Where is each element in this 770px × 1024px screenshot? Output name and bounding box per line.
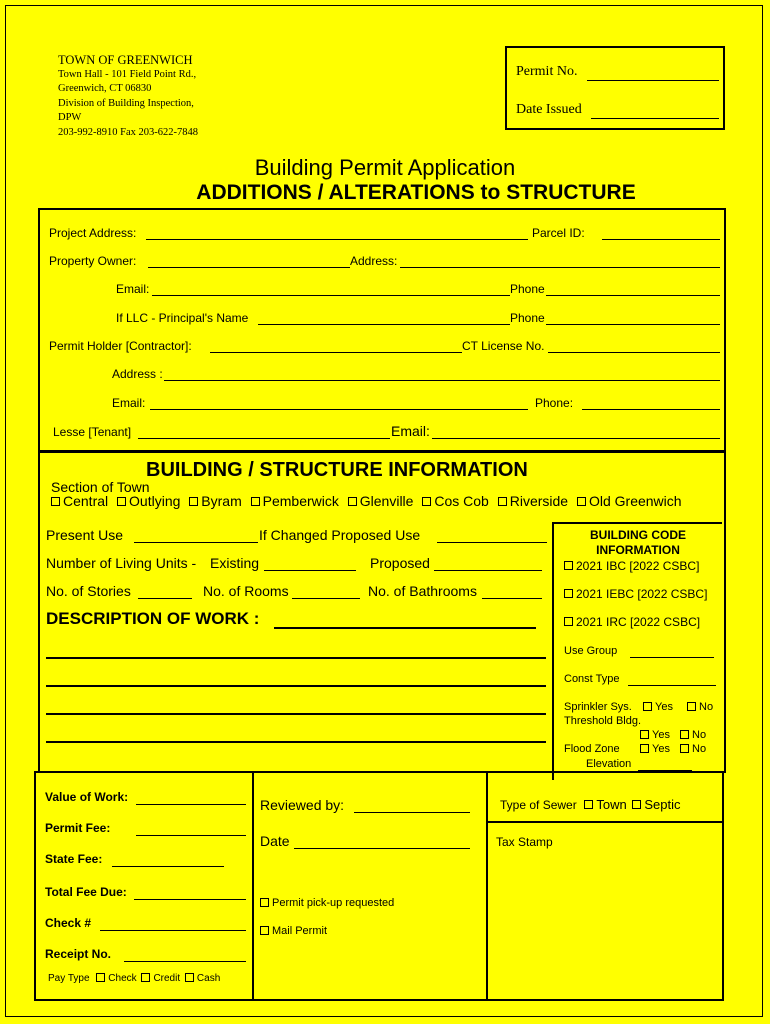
llc-principal-label: If LLC - Principal's Name: [116, 311, 249, 325]
contractor-email-label: Email:: [112, 396, 146, 410]
stories-label: No. of Stories: [46, 583, 131, 599]
checkbox[interactable]: [680, 730, 689, 739]
project-address-field[interactable]: [146, 239, 528, 240]
rooms-label: No. of Rooms: [203, 583, 289, 599]
iebc-option[interactable]: 2021 IEBC [2022 CSBC]: [564, 587, 707, 601]
checkbox[interactable]: [564, 589, 573, 598]
permit-fee-label: Permit Fee:: [45, 821, 111, 835]
parcel-id-field[interactable]: [602, 239, 720, 240]
checkbox[interactable]: [251, 497, 260, 506]
pay-cash-option[interactable]: Cash: [185, 973, 220, 984]
llc-phone-label: Phone: [510, 311, 545, 325]
building-heading: BUILDING / STRUCTURE INFORMATION: [146, 459, 528, 481]
project-section: [38, 208, 726, 452]
receipt-label: Receipt No.: [45, 947, 112, 961]
phone-fax: 203-992-8910 Fax 203-622-7848: [58, 126, 198, 138]
existing-label: Existing: [210, 555, 260, 571]
checkbox[interactable]: [632, 800, 641, 809]
section-option-glenville[interactable]: Glenville: [348, 493, 414, 509]
description-field-line[interactable]: [46, 713, 546, 715]
sewer-row: [500, 797, 680, 812]
checkbox[interactable]: [51, 497, 60, 506]
proposed-use-field[interactable]: [437, 542, 547, 543]
pickup-option[interactable]: Permit pick-up requested: [260, 897, 394, 909]
pay-check-option[interactable]: Check: [96, 973, 136, 984]
checkbox[interactable]: [422, 497, 431, 506]
property-owner-field[interactable]: [148, 267, 350, 268]
flood-no[interactable]: No: [680, 743, 706, 755]
town-header: [58, 53, 198, 140]
flood-yes[interactable]: Yes: [640, 743, 670, 755]
sprinkler-label: Sprinkler Sys.: [564, 701, 632, 713]
parcel-id-label: Parcel ID:: [532, 226, 585, 240]
section-option-pemberwick[interactable]: Pemberwick: [251, 493, 339, 509]
threshold-no[interactable]: No: [680, 729, 706, 741]
section-of-town-label: Section of Town: [51, 479, 150, 495]
section-option-byram[interactable]: Byram: [189, 493, 241, 509]
town-name: TOWN OF GREENWICH: [58, 53, 193, 67]
lesse-email-field[interactable]: [432, 438, 720, 439]
reviewed-by-label: Reviewed by:: [260, 797, 345, 813]
const-type-label: Const Type: [564, 673, 620, 685]
irc-option[interactable]: 2021 IRC [2022 CSBC]: [564, 615, 700, 629]
code-heading: BUILDING CODE INFORMATION: [590, 528, 686, 557]
check-label: Check #: [45, 916, 92, 930]
present-use-label: Present Use: [46, 527, 124, 543]
lesse-label: Lesse [Tenant]: [53, 425, 132, 439]
permit-fee-field[interactable]: [136, 835, 246, 836]
tax-stamp-label: Tax Stamp: [496, 835, 553, 849]
elevation-label: Elevation: [586, 758, 632, 770]
sprinkler-no[interactable]: No: [687, 701, 713, 713]
address-line: Greenwich, CT 06830: [58, 83, 152, 94]
owner-email-field[interactable]: [152, 295, 510, 296]
total-fee-field[interactable]: [134, 899, 246, 900]
checkbox[interactable]: [189, 497, 198, 506]
lesse-email-label: Email:: [391, 423, 430, 439]
property-owner-label: Property Owner:: [49, 254, 137, 268]
checkbox[interactable]: [564, 617, 573, 626]
owner-phone-label: Phone: [510, 282, 545, 296]
divider: [486, 773, 488, 999]
address-line: Division of Building Inspection,: [58, 97, 194, 109]
project-address-label: Project Address:: [49, 226, 137, 240]
bathrooms-label: No. of Bathrooms: [368, 583, 477, 599]
ct-license-field[interactable]: [548, 352, 720, 353]
checkbox[interactable]: [564, 561, 573, 570]
pay-type-row: [48, 973, 220, 984]
checkbox[interactable]: [185, 973, 194, 982]
owner-address-label: Address:: [350, 254, 398, 268]
address-line: Town Hall - 101 Field Point Rd.,: [58, 68, 197, 80]
pay-type-label: Pay Type: [48, 973, 90, 984]
section-option-central[interactable]: Central: [51, 493, 108, 509]
flood-zone-label: Flood Zone: [564, 743, 620, 755]
checkbox[interactable]: [680, 744, 689, 753]
checkbox[interactable]: [348, 497, 357, 506]
checkbox[interactable]: [260, 898, 269, 907]
present-use-field[interactable]: [134, 542, 258, 543]
existing-units-field[interactable]: [264, 570, 356, 571]
sewer-septic-option[interactable]: Septic: [632, 797, 680, 812]
checkbox[interactable]: [640, 730, 649, 739]
checkbox[interactable]: [687, 702, 696, 711]
sewer-town-option[interactable]: Town: [584, 797, 626, 812]
ibc-option[interactable]: 2021 IBC [2022 CSBC]: [564, 559, 699, 573]
permit-holder-label: Permit Holder [Contractor]:: [49, 339, 192, 353]
permit-box: [505, 46, 725, 130]
const-type-field[interactable]: [628, 685, 716, 686]
contractor-address-field[interactable]: [164, 380, 720, 381]
divider: [252, 773, 254, 999]
checkbox[interactable]: [141, 973, 150, 982]
owner-email-label: Email:: [116, 282, 150, 296]
mail-permit-option[interactable]: Mail Permit: [260, 925, 327, 937]
checkbox[interactable]: [96, 973, 105, 982]
threshold-label: Threshold Bldg.: [564, 715, 642, 727]
proposed-use-label: If Changed Proposed Use: [259, 527, 421, 543]
checkbox[interactable]: [640, 744, 649, 753]
address-line: DPW: [58, 112, 82, 123]
pay-credit-option[interactable]: Credit: [141, 973, 180, 984]
description-field-line[interactable]: [274, 627, 536, 629]
value-of-work-label: Value of Work:: [45, 790, 129, 804]
checkbox[interactable]: [643, 702, 652, 711]
state-fee-label: State Fee:: [45, 852, 103, 866]
contractor-phone-label: Phone:: [535, 396, 574, 410]
sprinkler-yes[interactable]: Yes: [643, 701, 673, 713]
receipt-field[interactable]: [124, 961, 246, 962]
section-option-old-greenwich[interactable]: Old Greenwich: [577, 493, 682, 509]
living-units-label: Number of Living Units -: [46, 555, 197, 571]
rooms-field[interactable]: [292, 598, 360, 599]
checkbox[interactable]: [584, 800, 593, 809]
owner-phone-field[interactable]: [546, 295, 720, 296]
divider: [486, 821, 722, 823]
date-issued-label: Date Issued: [516, 102, 582, 117]
check-field[interactable]: [100, 930, 246, 931]
description-field-line[interactable]: [46, 685, 546, 687]
total-fee-label: Total Fee Due:: [45, 885, 127, 899]
ct-license-label: CT License No.: [462, 339, 545, 353]
use-group-field[interactable]: [630, 657, 714, 658]
building-code-box: [552, 522, 722, 780]
section-option-cos-cob[interactable]: Cos Cob: [422, 493, 488, 509]
proposed-label: Proposed: [370, 555, 430, 571]
owner-address-field[interactable]: [400, 267, 720, 268]
stories-field[interactable]: [138, 598, 192, 599]
proposed-units-field[interactable]: [434, 570, 542, 571]
section-option-riverside[interactable]: Riverside: [498, 493, 568, 509]
description-field-line[interactable]: [46, 657, 546, 659]
description-field-line[interactable]: [46, 741, 546, 743]
contractor-phone-field[interactable]: [582, 409, 720, 410]
page-title: Building Permit Application: [254, 155, 516, 180]
contractor-email-field[interactable]: [150, 409, 528, 410]
use-group-label: Use Group: [564, 645, 618, 657]
value-of-work-field[interactable]: [136, 804, 246, 805]
description-label: DESCRIPTION OF WORK :: [46, 609, 260, 628]
section-options: [51, 493, 682, 509]
date-issued-field[interactable]: [591, 118, 719, 119]
reviewed-by-field[interactable]: [354, 812, 470, 813]
sewer-label: Type of Sewer: [500, 798, 577, 812]
lesse-field[interactable]: [138, 438, 390, 439]
state-fee-field[interactable]: [112, 866, 224, 867]
threshold-yes[interactable]: Yes: [640, 729, 670, 741]
review-date-label: Date: [260, 833, 290, 849]
checkbox[interactable]: [498, 497, 507, 506]
llc-principal-field[interactable]: [258, 324, 510, 325]
contractor-address-label: Address :: [112, 367, 163, 381]
page-subtitle: ADDITIONS / ALTERATIONS to STRUCTURE: [196, 181, 636, 204]
checkbox[interactable]: [260, 926, 269, 935]
bathrooms-field[interactable]: [482, 598, 542, 599]
permit-no-label: Permit No.: [516, 64, 578, 79]
permit-no-field[interactable]: [587, 80, 719, 81]
review-date-field[interactable]: [294, 848, 470, 849]
checkbox[interactable]: [577, 497, 586, 506]
checkbox[interactable]: [117, 497, 126, 506]
section-option-outlying[interactable]: Outlying: [117, 493, 180, 509]
permit-holder-field[interactable]: [210, 352, 462, 353]
llc-phone-field[interactable]: [546, 324, 720, 325]
fees-section: [34, 771, 724, 1001]
